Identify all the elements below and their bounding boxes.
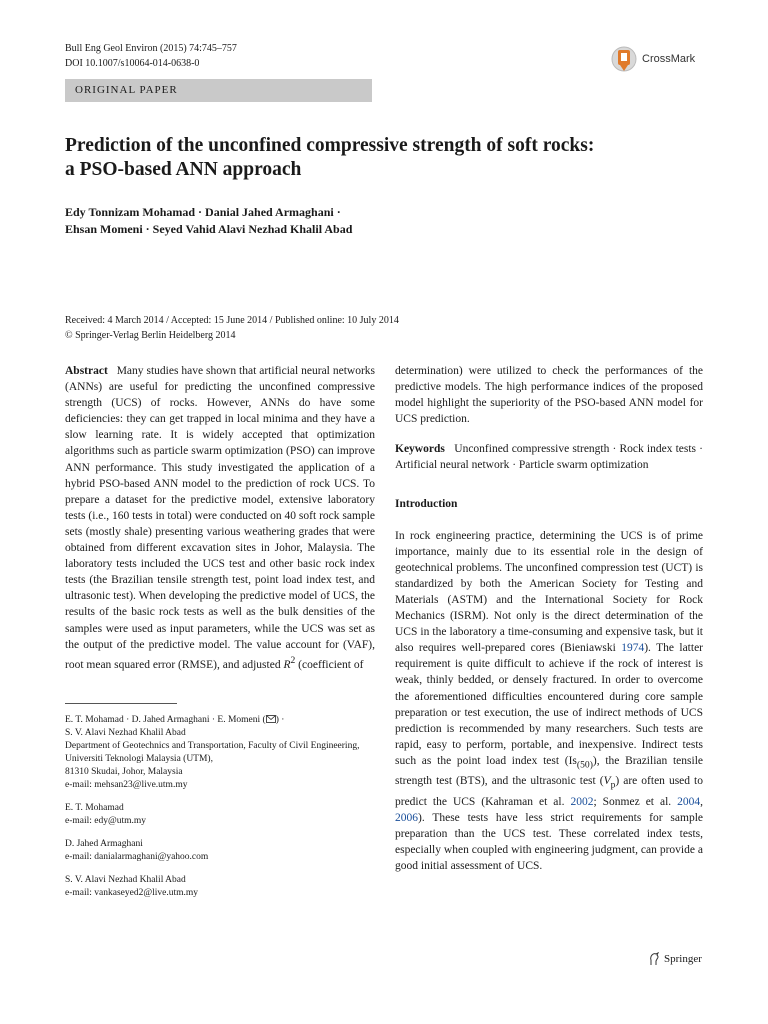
copyright: © Springer-Verlag Berlin Heidelberg 2014	[65, 329, 236, 341]
affiliation-block-2	[65, 802, 375, 828]
citation-link[interactable]: 2006	[395, 811, 418, 824]
crossmark-icon	[611, 44, 637, 74]
intro-text: ) are often used to predict the UCS (Kahraman et al.	[395, 775, 703, 808]
crossmark-label: CrossMark	[642, 53, 696, 65]
affiliation-address: 81310 Skudai, Johor, Malaysia	[65, 766, 183, 777]
article-title	[65, 134, 715, 182]
affiliation-authors: E. T. Mohamad · D. Jahed Armaghani · E. Momeni (	[65, 714, 266, 725]
publisher-name: Springer	[664, 953, 702, 965]
journal-header	[65, 41, 237, 71]
email-link[interactable]: e-mail: edy@utm.my	[65, 815, 147, 826]
keywords-heading: Keywords	[395, 443, 445, 456]
affiliation-author: E. T. Mohamad	[65, 802, 124, 813]
publisher-footer	[648, 952, 702, 966]
affiliation-block-4	[65, 874, 375, 900]
email-link[interactable]: e-mail: danialarmaghani@yahoo.com	[65, 851, 209, 862]
springer-horse-icon	[648, 952, 660, 966]
affiliation-authors-end: ) ·	[275, 714, 285, 725]
publication-history	[65, 314, 715, 343]
envelope-icon	[266, 715, 276, 723]
authors-line-2: Ehsan Momeni · Seyed Vahid Alavi Nezhad Khalil Abad	[65, 222, 353, 236]
crossmark-badge[interactable]	[611, 44, 695, 74]
abstract-text: Many studies have shown that artificial neural networks (ANNs) are useful for predicting the unconfined compressive strength (UCS) of rocks. However, ANNs do have some deficiencies: they can get trapped in local minima and they have a slow learning rate. It is widely accepted that optimization algorithms such as particle swarm optimization (PSO) can improve ANN performance. This study investigated the application of a hybrid PSO-based ANN model to the prediction of rock UCS. To prepare a dataset for the predictive model, extensive laboratory tests (i.e., 160 tests in total) were conducted on 40 soft rock sample sets (mostly shale) presenting various weathering grades that were obtained from different excavation sites in Johor, Malaysia. The laboratory tests included the UCS test and other basic rock index tests (the Brazilian tensile strength test, point load index test, and ultrasonic test). When developing the predictive model of UCS, the results of the basic rock tests as well as the bulk densities of the samples were used as input parameters, while the UCS was set as the output of the predictive model. The value account for (VAF), root mean squared error (RMSE), and adjusted	[65, 365, 376, 671]
affiliation-author: S. V. Alavi Nezhad Khalil Abad	[65, 874, 186, 885]
affiliation-block-1	[65, 714, 375, 792]
email-link[interactable]: e-mail: vankaseyed2@live.utm.my	[65, 887, 199, 898]
affiliation-author: S. V. Alavi Nezhad Khalil Abad	[65, 727, 186, 738]
citation-link[interactable]: 1974	[621, 642, 645, 655]
abstract-heading: Abstract	[65, 365, 108, 377]
left-column	[65, 363, 375, 900]
intro-text: ,	[700, 795, 704, 808]
affiliation-block-3	[65, 838, 375, 864]
journal-citation: Bull Eng Geol Environ (2015) 74:745–757	[65, 43, 237, 54]
intro-text: ; Sonmez et al.	[593, 795, 672, 808]
section-heading-introduction: Introduction	[395, 497, 458, 510]
intro-text: ). The latter requirement is quite difficult to achieve if the rock of interest is weak, thinly bedded, or densely fractured. In order to overcome the aforementioned difficulties encountered during core sample preparation or test execution, the use of indirect methods of UCS prediction is recommended by many researchers. Such tests are rapid, easy to perform, portable, and inexpensive. Indirect tests such as the point load index test (Is	[395, 642, 703, 767]
r2-superscript: 2	[290, 654, 296, 666]
intro-text: In rock engineering practice, determining the UCS is of prime importance, mainly due to its essential role in the design of geotechnical problems. The unconfined compression test (UCT) is standardized by both the American Society for Testing and Materials (ASTM) and the International Society for Rock Mechanics (ISRM). Not only is the direct determination of the UCS in the laboratory a time-consuming and expensive task, but it also requires well-prepared cores (Bieniawski	[395, 529, 703, 655]
email-link[interactable]: e-mail: mehsan23@live.utm.my	[65, 779, 188, 790]
abstract	[65, 363, 375, 673]
affiliation-author: D. Jahed Armaghani	[65, 838, 143, 849]
authors-line-1: Edy Tonnizam Mohamad · Danial Jahed Armaghani ·	[65, 205, 341, 219]
abstract-continued: determination) were utilized to check the performances of the predictive models. The high performance indices of the proposed model highlight the superiority of the PSO-based ANN model for UCS prediction.	[395, 365, 703, 426]
vp-subscript: p	[610, 779, 616, 791]
right-column	[395, 363, 703, 874]
is-subscript: (50)	[576, 759, 593, 771]
keywords-text: Unconfined compressive strength · Rock index tests · Artificial neural network · Particle swarm optimization	[395, 443, 703, 472]
citation-link[interactable]: 2002	[570, 795, 594, 808]
introduction-paragraph	[395, 528, 703, 875]
abstract-text-end: (coefficient of	[298, 658, 364, 671]
doi: DOI 10.1007/s10064-014-0638-0	[65, 58, 200, 69]
title-line-1: Prediction of the unconfined compressive strength of soft rocks:	[65, 135, 595, 156]
received-dates: Received: 4 March 2014 / Accepted: 15 June 2014 / Published online: 10 July 2014	[65, 315, 399, 326]
affiliation-department: Department of Geotechnics and Transportation, Faculty of Civil Engineering, Universiti Teknologi Malaysia (UTM),	[65, 740, 360, 764]
citation-link[interactable]: 2004	[677, 795, 701, 808]
vp-symbol: V	[603, 775, 611, 788]
intro-text: ). These tests have less strict requirements for sample preparation than the UCS test. These correlated index tests, especially when coupled with engineering judgment, can provide a good initial assessment of UCS.	[395, 811, 703, 873]
author-list	[65, 204, 715, 238]
keywords	[395, 441, 703, 473]
article-type-banner: ORIGINAL PAPER	[65, 79, 372, 102]
title-line-2: a PSO-based ANN approach	[65, 159, 302, 180]
intro-text: ), the Brazilian tensile strength test (BTS), and the ultrasonic test (	[395, 754, 704, 788]
r2-symbol: R	[283, 658, 291, 671]
